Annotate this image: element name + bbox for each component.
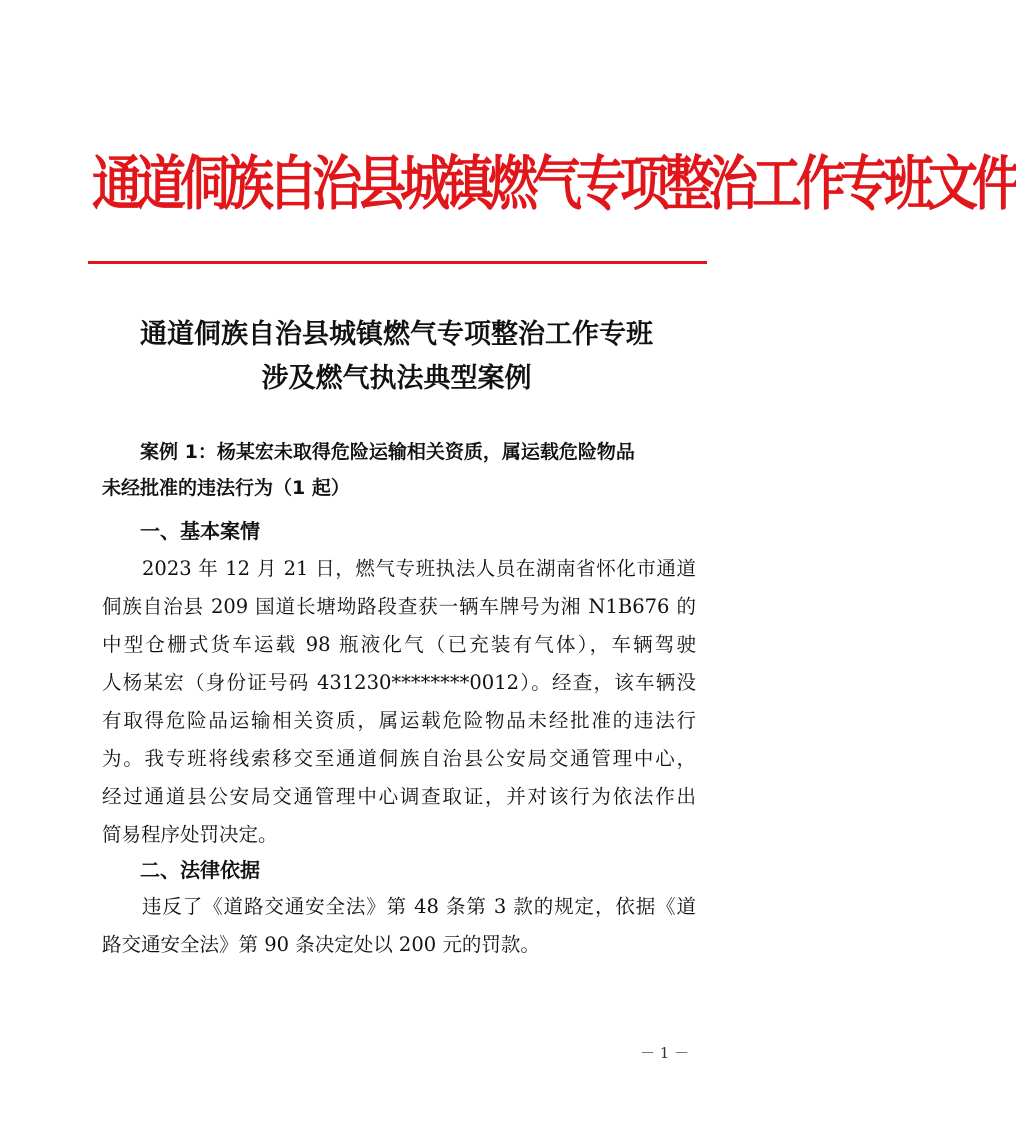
section-heading-legal-basis: 二、法律依据 <box>140 858 260 882</box>
paragraph-line: 侗族自治县 209 国道长塘坳路段查获一辆车牌号为湘 N1B676 的 <box>102 595 696 618</box>
paragraph-line: 简易程序处罚决定。 <box>102 823 278 846</box>
paragraph-line: 中型仓栅式货车运载 98 瓶液化气（已充装有气体），车辆驾驶 <box>102 633 696 656</box>
red-separator-line <box>88 261 707 264</box>
section-heading-basic-facts: 一、基本案情 <box>140 519 260 543</box>
paragraph-line: 有取得危险品运输相关资质，属运载危险物品未经批准的违法行 <box>102 709 696 732</box>
case-heading <box>102 434 698 506</box>
paragraph-line: 人杨某宏（身份证号码 431230********0012）。经查，该车辆没 <box>102 671 696 694</box>
case-heading-line-2: 未经批准的违法行为（1 起） <box>102 477 350 499</box>
paragraph-line: 路交通安全法》第 90 条决定处以 200 元的罚款。 <box>102 933 540 956</box>
document-title-line-2: 涉及燃气执法典型案例 <box>261 363 532 394</box>
page-number: － 1 － <box>640 1044 690 1062</box>
paragraph-line: 经过通道县公安局交通管理中心调查取证，并对该行为依法作出 <box>102 785 696 808</box>
paragraph-line: 2023 年 12 月 21 日，燃气专班执法人员在湖南省怀化市通道 <box>142 557 696 580</box>
paragraph-line: 为。我专班将线索移交至通道侗族自治县公安局交通管理中心， <box>102 747 696 770</box>
paragraph-line: 违反了《道路交通安全法》第 48 条第 3 款的规定，依据《道 <box>142 895 696 918</box>
case-heading-line-1: 案例 1：杨某宏未取得危险运输相关资质，属运载危险物品 <box>140 441 635 463</box>
red-header-title: 通道侗族自治县城镇燃气专项整治工作专班文件 <box>92 148 1016 219</box>
document-title-line-1: 通道侗族自治县城镇燃气专项整治工作专班 <box>140 319 653 350</box>
